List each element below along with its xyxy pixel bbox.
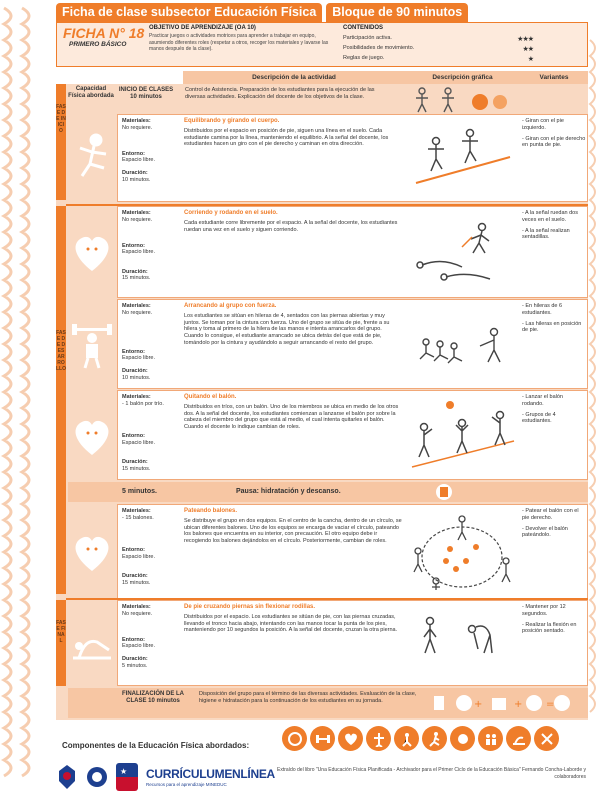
grade-level: PRIMERO BÁSICO <box>69 41 127 48</box>
activity-description: Quitando el balón. Distribuidos en tríos, con un balón. Uno de los miembros se ubica en medio de los otros dos. A la señal del docente, los estudiantes comienzan a lanzarse el balón por sobre la cabeza del miembro del grupo que está al medio, el cual intenta quitarles el balón. Cuando el docente lo indique cambian de roles. <box>184 394 402 431</box>
activity-title: Equilibrando y girando el cuerpo. <box>184 118 280 124</box>
activity-meta: Materiales: - 15 balones. Entorno: Espacio libre. Duración: 15 minutos. <box>122 508 156 586</box>
contents-title: CONTENIDOS <box>343 25 384 31</box>
balance-icon <box>366 726 391 751</box>
ball-trio-illustration <box>406 397 518 473</box>
phase-bar-desarrollo <box>56 206 66 594</box>
phase-label-desarrollo: FASE DE DESARROLLO <box>56 330 66 372</box>
content-item: Participación activa. ★★★ <box>343 35 533 43</box>
objective-text: Practicar juegos o actividades motrices para aprender a trabajar en equipo, asumiendo diferentes roles (respetar a otros, recoger los materiales y lavarse las manos después de la clase). <box>149 33 329 52</box>
institution-logo-icon <box>86 763 108 791</box>
activity-meta: Materiales: No requiere. Entorno: Espacio libre. Duración: 10 minutos. <box>122 303 156 381</box>
strength-icon <box>310 726 335 751</box>
activity-title: Arrancando al grupo con fuerza. <box>184 303 277 309</box>
phase-label-inicio: FASE DE INICIO <box>56 104 66 134</box>
title-bar <box>56 3 468 22</box>
activity-title: Corriendo y rodando en el suelo. <box>184 210 278 216</box>
stars-icon: ★★ <box>522 46 533 53</box>
activity-description: De pie cruzando piernas sin flexionar rodillas. Distribuidos por el espacio. Los estudiantes se sitúan de pie, con las piernas cruzadas, llevando el tronco hacia abajo, intentando con las manos tocar la punta de los pies, manteniendo por 10 segundos la posición. A la señal del docente, cruzan la otra pierna. <box>184 604 402 634</box>
activity-variants: - Patear el balón con el pie derecho. - Devolver el balón pateándolo. <box>522 508 579 539</box>
svg-text:+: + <box>474 699 483 710</box>
capacity-header: Capacidad Física abordada <box>68 86 114 99</box>
kicking-balls-illustration <box>406 511 518 595</box>
finalization-text: Disposición del grupo para el término de las diversas actividades. Evaluación de la clase, higiene e hidratación para la continuación de los estudiantes en su jornada. <box>199 691 417 704</box>
header-box <box>56 22 588 67</box>
government-seal-icon <box>56 763 78 791</box>
heart-character-icon <box>68 510 116 594</box>
activity-meta: Materiales: No requiere. Entorno: Espacio libre. Duración: 15 minutos. <box>122 210 156 281</box>
heart-icon <box>338 726 363 751</box>
activity-title: De pie cruzando piernas sin flexionar rodillas. <box>184 604 316 610</box>
pause-text: Pausa: hidratación y descanso. <box>236 488 341 495</box>
content-item: Posibilidades de movimiento. ★★ <box>343 45 533 53</box>
activity-variants: - A la señal ruedan dos veces en el suelo. - A la señal realizan sentadillas. <box>522 210 578 241</box>
decorative-border-left <box>0 0 42 800</box>
heart-character-icon <box>68 396 116 476</box>
stretching-illustration <box>406 607 518 681</box>
activity-row <box>117 504 588 600</box>
svg-text:★: ★ <box>120 767 128 776</box>
components-icons <box>282 726 559 751</box>
components-title: Componentes de la Educación Física abordados: <box>62 741 250 750</box>
finalization-header: FINALIZACIÓN DE LA CLASE 10 minutos <box>122 691 184 704</box>
column-header-graphic: Descripción gráfica <box>405 71 520 84</box>
group-figures-icon <box>408 86 518 114</box>
activity-row <box>117 390 588 480</box>
activity-row <box>117 600 588 686</box>
pause-bar <box>68 482 588 502</box>
flexibility-icon <box>282 726 307 751</box>
control-text: Control de Asistencia. Preparación de los estudiantes para la ejecución de las diversas actividades. Explicación del docente de los objetivos de la clase. <box>185 87 375 100</box>
activity-meta: Materiales: - 1 balón por trío. Entorno: Espacio libre. Duración: 15 minutos. <box>122 394 164 472</box>
activity-description: Pateando balones. Se distribuye el grupo en dos equipos. En el centro de la cancha, dentro de un círculo, se ubican diferentes balones. Uno de los equipos se encarga de vaciar el círculo, pateando los balones que encuentra en su interior, con precaución. El otro equipo debe ir recogiendo los balones dejándolos en el círculo. Posteriormente, cambian de roles. <box>184 508 402 545</box>
pulling-group-illustration <box>406 306 518 382</box>
stretching-pose-icon <box>68 610 116 678</box>
objective-title: OBJETIVO DE APRENDIZAJE (OA 10) <box>149 25 256 31</box>
stars-icon: ★ <box>527 56 533 63</box>
activity-variants: - Lanzar el balón rodando. - Grupos de 4 estudiantes. <box>522 394 563 425</box>
activity-meta: Materiales: No requiere. Entorno: Espacio libre. Duración: 10 minutos. <box>122 118 156 183</box>
activity-title: Quitando el balón. <box>184 394 237 400</box>
coordination-icon <box>534 726 559 751</box>
ficha-number: FICHA N° 18 <box>63 25 145 41</box>
balance-pose-icon <box>68 130 116 190</box>
activity-row <box>117 299 588 389</box>
page-title: Ficha de clase subsector Educación Física <box>56 3 322 22</box>
run-icon <box>422 726 447 751</box>
ball-icon <box>450 726 475 751</box>
stretch-icon <box>506 726 531 751</box>
activity-description: Corriendo y rodando en el suelo. Cada estudiante corre libremente por el espacio. A la señal del docente, los estudiantes ruedan una vez en el suelo y siguen corriendo. <box>184 210 402 233</box>
activity-meta: Materiales: No requiere. Entorno: Espacio libre. Duración: 5 minutos. <box>122 604 156 669</box>
column-header-variants: Variantes <box>520 71 588 84</box>
activity-title: Pateando balones. <box>184 508 238 514</box>
decorative-border-right <box>588 0 600 800</box>
content-item: Reglas de juego. ★ <box>343 55 533 63</box>
mineduc-logo-icon <box>116 763 138 791</box>
curriculum-logo: CURRÍCULUMENLÍNEA Recursos para el aprendizaje MINEDUC <box>146 767 275 787</box>
source-credit: Extraído del libro "Una Educación Física Planificada - Archivador para el Primer Ciclo de la Educación Básica" Fernando Concha-Laborde y colaboradores <box>277 767 586 780</box>
hygiene-icons <box>430 690 580 716</box>
activity-variants: - En hileras de 6 estudiantes. - Las hileras en posición de pie. <box>522 303 582 334</box>
activity-row <box>117 206 588 298</box>
water-bottle-icon <box>430 483 460 501</box>
weightlifter-icon <box>68 305 116 385</box>
phase-label-final: FASE FINAL <box>56 620 66 644</box>
pause-minutes: 5 minutos. <box>122 488 158 495</box>
stars-icon: ★★★ <box>517 36 533 43</box>
phase-bar-inicio <box>56 84 66 200</box>
group-icon <box>478 726 503 751</box>
inicio-header: INICIO DE CLASES 10 minutos <box>118 87 174 100</box>
svg-text:+: + <box>514 699 523 710</box>
finalization-bar <box>68 688 588 718</box>
activity-variants: - Mantener por 12 segundos. - Realizar la flexión en posición sentado. <box>522 604 577 635</box>
svg-text:=: = <box>546 699 555 710</box>
heart-character-icon <box>68 212 116 292</box>
activity-description: Arrancando al grupo con fuerza. Los estudiantes se sitúan en hileras de 4, sentados con las piernas abiertas y muy juntos. Se toman por la cintura con fuerza. Uno del grupo se sitúa de pie, frente a su hilera y toma al primero de la hilera de las manos e intenta arrancarlos del grupo. Cuando lo consigue, el estudiante arrancado se ubica detrás del que está de pie, tomándolo por la cintura y ayudándolo a seguir arrancando el resto del grupo. <box>184 303 402 347</box>
rolling-kids-illustration <box>406 213 518 293</box>
balance-line-illustration <box>406 121 518 191</box>
duration-title: Bloque de 90 minutos <box>326 3 468 22</box>
jump-icon <box>394 726 419 751</box>
footer-logos <box>56 763 275 791</box>
activity-row <box>117 114 588 202</box>
column-header-description: Descripción de la actividad <box>183 71 405 84</box>
activity-description: Equilibrando y girando el cuerpo. Distribuidos por el espacio en posición de pie, siguen una línea en el suelo. Cada estudiante camina por la línea, manteniendo el equilibrio. A la señal del docente, los estudiantes hacen un giro con el pie derecho y caminan en otra dirección. <box>184 118 402 148</box>
activity-variants: - Giran con el pie izquierdo. - Giran con el pie derecho en punta de pie. <box>522 118 586 149</box>
